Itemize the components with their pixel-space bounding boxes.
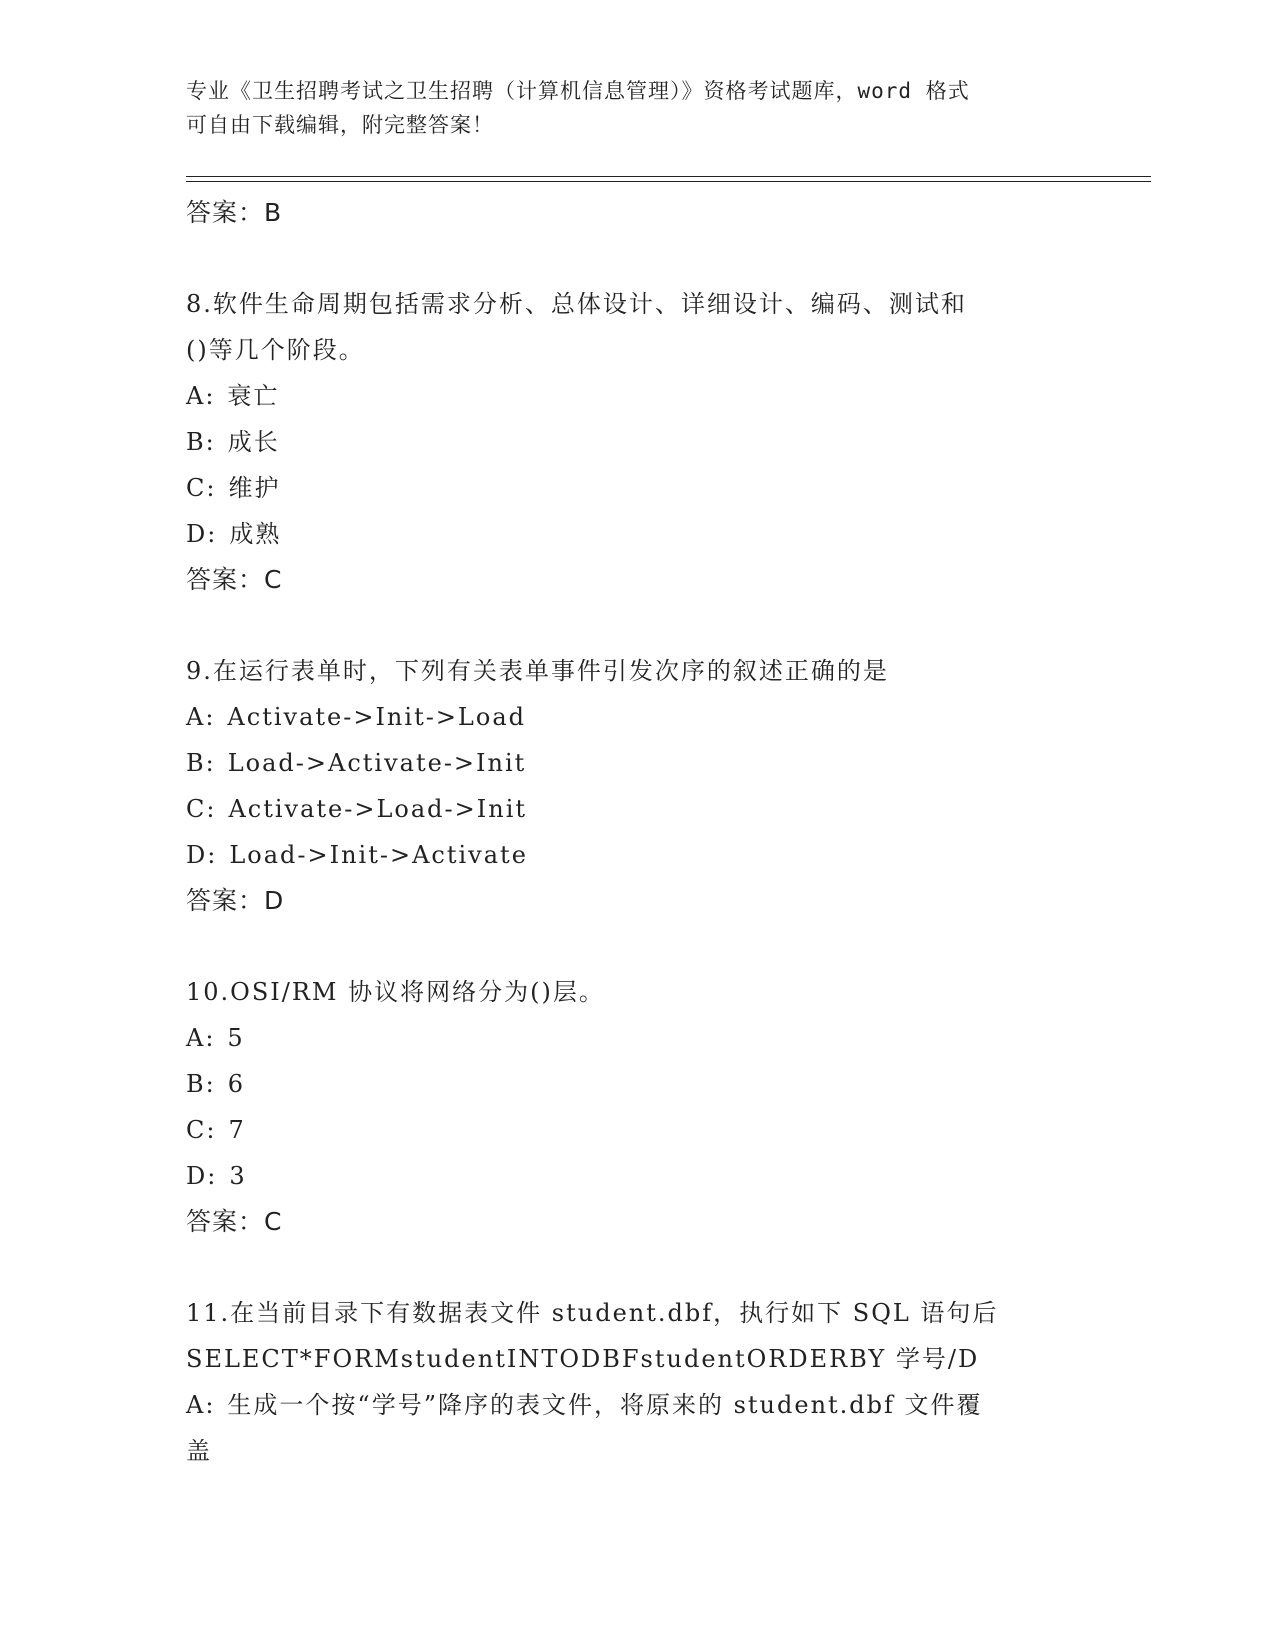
question-stem: SELECT*FORMstudentINTODBFstudentORDERBY 学号/D: [186, 1345, 980, 1373]
option-a: [186, 1382, 1086, 1428]
option-letter: D:: [186, 520, 218, 548]
option-a-continuation: 盖: [186, 1437, 212, 1465]
option-letter: C:: [186, 1116, 217, 1144]
option-letter: A:: [186, 1391, 216, 1419]
previous-answer: 答案：B: [186, 198, 283, 227]
question-10: [186, 969, 1086, 1245]
option-text: Activate->Load->Init: [228, 795, 528, 823]
option-c: [186, 786, 1086, 832]
question-11: [186, 1290, 1086, 1474]
header-rule-bottom: [186, 181, 1151, 182]
option-text: 6: [227, 1070, 246, 1098]
option-a: [186, 1015, 1086, 1061]
header-line-1: 专业《卫生招聘考试之卫生招聘（计算机信息管理）》资格考试题库，word 格式: [186, 79, 970, 103]
option-text: Load->Init->Activate: [229, 841, 528, 869]
option-c: [186, 465, 1086, 511]
option-text: 3: [229, 1162, 247, 1190]
option-c: [186, 1107, 1086, 1153]
option-text: Load->Activate->Init: [227, 749, 527, 777]
question-stem: 11.在当前目录下有数据表文件 student.dbf，执行如下 SQL 语句后: [186, 1299, 999, 1327]
option-d: [186, 832, 1086, 878]
option-letter: C:: [186, 795, 217, 823]
option-letter: C:: [186, 474, 217, 502]
option-letter: B:: [186, 428, 216, 456]
option-letter: D:: [186, 1162, 218, 1190]
question-stem: 8.软件生命周期包括需求分析、总体设计、详细设计、编码、测试和: [186, 290, 967, 318]
option-text: 成熟: [229, 520, 282, 548]
option-text: 生成一个按“学号”降序的表文件，将原来的 student.dbf 文件覆: [227, 1391, 983, 1419]
option-text: 5: [227, 1024, 245, 1052]
answer-label: 答案：C: [186, 1207, 283, 1236]
option-b: [186, 1061, 1086, 1107]
option-letter: D:: [186, 841, 218, 869]
question-stem: 9.在运行表单时，下列有关表单事件引发次序的叙述正确的是: [186, 657, 889, 685]
option-text: Activate->Init->Load: [227, 703, 526, 731]
document-header: [186, 74, 1086, 142]
option-a: [186, 373, 1086, 419]
answer-label: 答案：C: [186, 565, 283, 594]
question-stem: 10.OSI/RM 协议将网络分为()层。: [186, 978, 605, 1006]
question-stem: ()等几个阶段。: [186, 336, 365, 364]
option-letter: A:: [186, 1024, 216, 1052]
option-text: 衰亡: [227, 382, 280, 410]
answer-label: 答案：D: [186, 886, 285, 915]
option-a: [186, 694, 1086, 740]
header-line-2: 可自由下载编辑，附完整答案！: [186, 113, 494, 137]
option-letter: A:: [186, 382, 216, 410]
question-9: [186, 648, 1086, 924]
option-letter: B:: [186, 749, 216, 777]
option-text: 维护: [228, 474, 281, 502]
option-d: [186, 511, 1086, 557]
option-text: 成长: [227, 428, 280, 456]
option-text: 7: [228, 1116, 246, 1144]
option-letter: B:: [186, 1070, 216, 1098]
option-b: [186, 740, 1086, 786]
question-8: [186, 281, 1086, 603]
option-b: [186, 419, 1086, 465]
option-letter: A:: [186, 703, 216, 731]
header-rule-top: [186, 176, 1151, 177]
option-d: [186, 1153, 1086, 1199]
question-list: [186, 190, 1086, 1474]
